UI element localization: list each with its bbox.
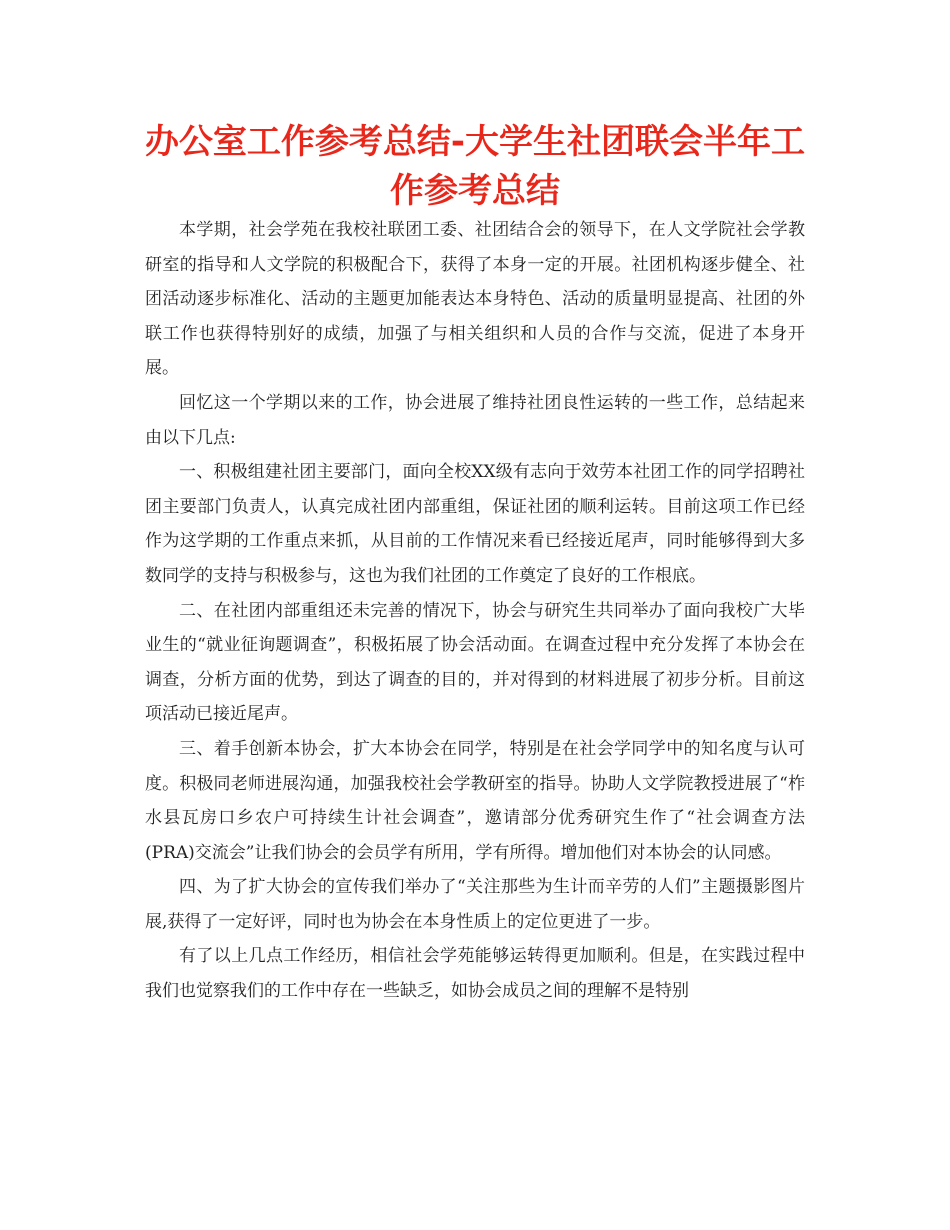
paragraph-point-1: 一、积极组建社团主要部门，面向全校XX级有志向于效劳本社团工作的同学招聘社团主要部门负责人，认真完成社团内部重组，保证社团的顺利运转。目前这项工作已经作为这学期的工作重点来抓，从目前的工作情况来看已经接近尾声，同时能够得到大多数同学的支持与积极参与，这也为我们社团的工作奠定了良好的工作根底。	[145, 462, 805, 586]
paragraph-point-2: 二、在社团内部重组还未完善的情况下，协会与研究生共同举办了面向我校广大毕业生的“就业征询题调查”，积极拓展了协会活动面。在调查过程中充分发挥了本协会在调查，分析方面的优势，到达了调查的目的，并对得到的材料进展了初步分析。目前这项活动已接近尾声。	[145, 600, 805, 725]
paragraph-point-3: 三、着手创新本协会，扩大本协会在同学，特别是在社会学同学中的知名度与认可度。积极同老师进展沟通，加强我校社会学教研室的指导。协助人文学院教授进展了“柞水县瓦房口乡农户可持续生计社会调查”，邀请部分优秀研究生作了“社会调查方法(PRA)交流会”让我们协会的会员学有所用，学有所得。增加他们对本协会的认同感。	[145, 738, 805, 863]
paragraph-review: 回忆这一个学期以来的工作，协会进展了维持社团良性运转的一些工作，总结起来由以下几点:	[145, 392, 805, 448]
paragraph-intro: 本学期，社会学苑在我校社联团工委、社团结合会的领导下，在人文学院社会学教研室的指导和人文学院的积极配合下，获得了本身一定的开展。社团机构逐步健全、社团活动逐步标准化、活动的主题更加能表达本身特色、活动的质量明显提高、社团的外联工作也获得特别好的成绩，加强了与相关组织和人员的合作与交流，促进了本身开展。	[145, 220, 805, 379]
document-title: 办公室工作参考总结-大学生社团联会半年工作参考总结	[144, 122, 806, 211]
paragraph-conclusion: 有了以上几点工作经历，相信社会学苑能够运转得更加顺利。但是，在实践过程中我们也觉察我们的工作中存在一些缺乏，如协会成员之间的理解不是特别	[145, 946, 805, 1002]
paragraph-point-4: 四、为了扩大协会的宣传我们举办了“关注那些为生计而辛劳的人们”主题摄影图片展,获得了一定好评，同时也为协会在本身性质上的定位更进了一步。	[145, 877, 805, 932]
document-body	[145, 213, 805, 1009]
